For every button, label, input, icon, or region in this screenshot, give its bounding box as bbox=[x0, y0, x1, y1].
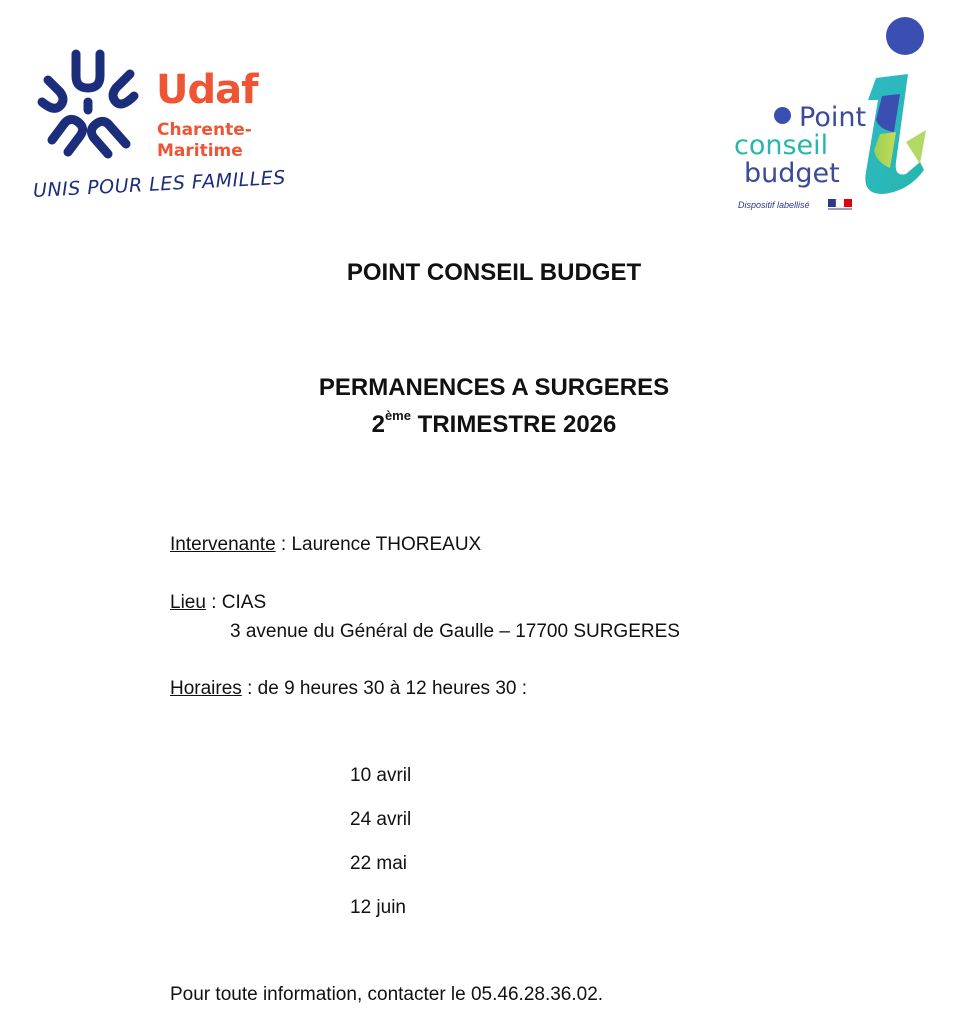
udaf-mark-icon bbox=[30, 40, 150, 165]
point-conseil-budget-logo bbox=[730, 12, 935, 222]
date-item: 10 avril bbox=[350, 765, 412, 786]
pcb-line-conseil: conseil bbox=[734, 130, 829, 161]
subtitle-number: 2 bbox=[371, 411, 385, 438]
udaf-tagline: UNIS POUR LES FAMILLES bbox=[32, 166, 287, 202]
udaf-region-line2: Maritime bbox=[157, 141, 243, 161]
udaf-logo bbox=[30, 40, 290, 225]
udaf-name: Udaf bbox=[156, 67, 258, 113]
intervenant-field bbox=[170, 531, 481, 559]
contact-line: Pour toute information, contacter le 05.46.28.36.02. bbox=[170, 984, 604, 1005]
udaf-region bbox=[157, 120, 252, 162]
horaires-label: Horaires bbox=[170, 678, 242, 699]
pcb-label: Dispositif labellisé bbox=[738, 200, 810, 210]
date-item: 12 juin bbox=[350, 897, 406, 918]
horaires-field bbox=[170, 675, 527, 703]
lieu-separator: : bbox=[205, 592, 222, 613]
pcb-point-text: Point bbox=[799, 102, 867, 133]
horaires-separator: : bbox=[241, 678, 258, 699]
pcb-wordmark bbox=[734, 104, 866, 188]
page-title: POINT CONSEIL BUDGET bbox=[346, 259, 642, 286]
date-item: 24 avril bbox=[350, 809, 412, 830]
lieu-label: Lieu bbox=[170, 592, 206, 613]
page-subtitle bbox=[0, 369, 966, 443]
subtitle-rest: TRIMESTRE 2026 bbox=[410, 411, 617, 438]
subtitle-line1: PERMANENCES A SURGERES bbox=[318, 374, 670, 401]
subtitle-superscript: ème bbox=[384, 408, 411, 423]
lieu-address: 3 avenue du Général de Gaulle – 17700 SURGERES bbox=[230, 621, 680, 642]
intervenant-value: Laurence THOREAUX bbox=[291, 534, 482, 555]
intervenant-label: Intervenante bbox=[170, 534, 276, 555]
intervenant-separator: : bbox=[275, 534, 292, 555]
subtitle-line2 bbox=[0, 406, 966, 443]
horaires-value: de 9 heures 30 à 12 heures 30 : bbox=[257, 678, 528, 699]
udaf-region-line1: Charente- bbox=[157, 120, 252, 140]
lieu-field bbox=[170, 589, 266, 617]
pcb-dot-icon bbox=[774, 107, 791, 124]
dates-list bbox=[350, 762, 411, 938]
lieu-value: CIAS bbox=[221, 592, 267, 613]
pcb-line-point bbox=[734, 104, 866, 132]
date-item: 22 mai bbox=[350, 853, 408, 874]
republique-francaise-flag-icon bbox=[828, 199, 854, 211]
pcb-line-budget: budget bbox=[744, 158, 840, 189]
